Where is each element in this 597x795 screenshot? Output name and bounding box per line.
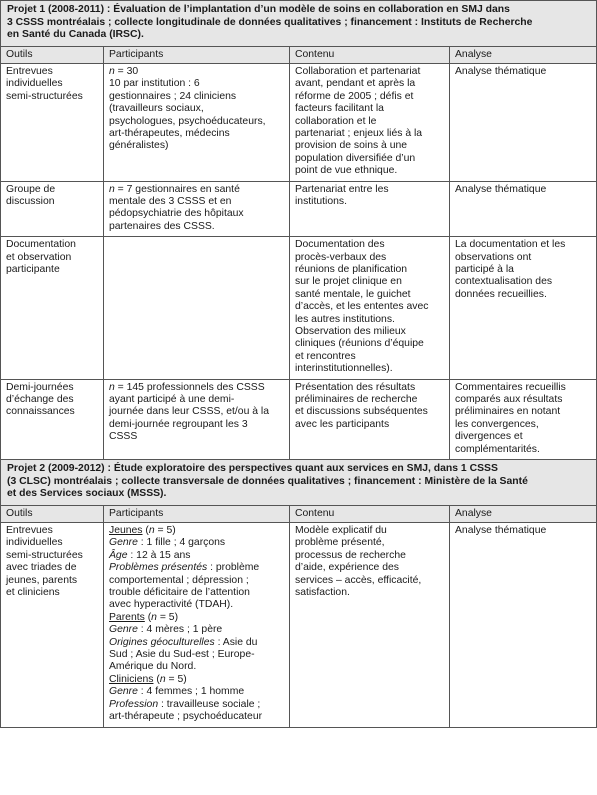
content-cell (290, 523, 450, 728)
header-participants: Participants (104, 46, 290, 63)
participants-line (109, 674, 284, 686)
participants-text: Sud ; Asie du Sud-est ; Europe- (109, 649, 255, 661)
participants-text: : travailleuse sociale ; (158, 698, 261, 710)
participants-text: = 5) (154, 525, 176, 536)
participants-line (109, 711, 284, 723)
participants-cell (104, 523, 290, 728)
participants-text: Âge (109, 549, 128, 561)
participants-text: n (109, 381, 115, 393)
analysis-line: Analyse thématique (455, 65, 547, 77)
header-analyse: Analyse (450, 505, 597, 522)
participants-line (109, 431, 284, 443)
tool-line: Demi-journées (6, 381, 74, 393)
participants-line (109, 221, 284, 233)
content-line: réforme de 2005 ; défis et (295, 90, 414, 102)
participants-text: Cliniciens (109, 673, 154, 685)
participants-text: art-thérapeute ; psychoéducateur (109, 711, 263, 723)
analysis-line: participé à la (455, 264, 514, 275)
participants-line (109, 550, 284, 562)
content-line: processus de recherche (295, 549, 406, 561)
content-line: réunions de planification (295, 264, 408, 275)
analysis-line: Analyse thématique (455, 525, 547, 536)
project-title-line: en Santé du Canada (IRSC). (7, 29, 144, 40)
participants-text: pédopsychiatrie des hôpitaux (109, 208, 244, 220)
participants-text: psychologues, psychoéducateurs, (109, 115, 266, 127)
tool-line: et cliniciens (6, 587, 60, 599)
tool-line: individuelles (6, 537, 63, 549)
participants-line (109, 91, 284, 103)
tool-line: discussion (6, 195, 55, 207)
content-line: population diversifiée d’un (295, 152, 416, 164)
content-line: problème présenté, (295, 537, 385, 549)
analysis-line: Commentaires recueillis (455, 381, 566, 393)
participants-line (109, 394, 284, 406)
content-line: Collaboration et partenariat (295, 65, 421, 77)
content-line: cliniques (réunions d’équipe (295, 338, 424, 350)
participants-text: : 4 mères ; 1 père (137, 624, 223, 636)
project-title-line: et des Services sociaux (MSSS). (7, 488, 167, 500)
participants-text: Origines géoculturelles (109, 636, 215, 648)
content-line: Documentation des (295, 239, 385, 251)
tool-line: Groupe de (6, 183, 56, 195)
content-cell (290, 379, 450, 459)
column-header-row (1, 505, 597, 522)
tool-cell (1, 523, 104, 728)
participants-line (109, 103, 284, 115)
participants-line (109, 66, 284, 78)
header-contenu: Contenu (290, 46, 450, 63)
participants-line (109, 406, 284, 418)
tool-line: Entrevues (6, 525, 53, 536)
participants-text: = 145 professionnels des CSSS (114, 381, 265, 393)
participants-text: Parents (109, 611, 145, 623)
content-line: Modèle explicatif du (295, 525, 387, 536)
content-line: institutions. (295, 195, 347, 207)
tool-cell (1, 63, 104, 181)
participants-text: = 7 gestionnaires en santé (114, 183, 240, 195)
participants-text: (travailleurs sociaux, (109, 103, 204, 115)
project-title-line: 3 CSSS montréalais ; collecte longitudinale de données qualitatives ; financement : Instituts de Recherche (7, 16, 533, 28)
tool-cell (1, 181, 104, 237)
participants-text: journée dans leur CSSS, et/ou à la (109, 406, 269, 418)
table-row (1, 379, 597, 459)
participants-line (109, 612, 284, 624)
tool-line: et observation (6, 251, 72, 263)
content-line: les autres institutions. (295, 313, 395, 325)
column-header-row (1, 46, 597, 63)
participants-line (109, 140, 284, 152)
content-line: Observation des milieux (295, 326, 406, 338)
participants-text: : 1 fille ; 4 garçons (137, 537, 226, 549)
tool-line: semi-structurées (6, 90, 83, 102)
participants-line (109, 525, 284, 537)
tool-line: semi-structurées (6, 549, 83, 561)
participants-line (109, 587, 284, 599)
participants-line (109, 624, 284, 636)
tool-line: jeunes, parents (6, 574, 78, 586)
participants-line (109, 78, 284, 90)
content-line: d’aide, expérience des (295, 562, 399, 574)
participants-line (109, 699, 284, 711)
header-analyse: Analyse (450, 46, 597, 63)
participants-text: ( (144, 611, 152, 623)
content-cell (290, 181, 450, 237)
project-title-line: Projet 1 (2008-2011) : Évaluation de l’implantation d’un modèle de soins en collaboration en SMJ dans (7, 4, 510, 15)
participants-line (109, 116, 284, 128)
participants-text: gestionnaires ; 24 cliniciens (109, 90, 237, 102)
participants-text: trouble déficitaire de l’attention (109, 587, 250, 599)
participants-text: mentale des 3 CSSS et en (109, 195, 232, 207)
participants-text: n (109, 183, 115, 195)
tool-line: d’échange des (6, 394, 74, 406)
content-cell (290, 237, 450, 379)
participants-text: ( (142, 525, 149, 536)
participants-line (109, 637, 284, 649)
tool-line: avec triades de (6, 562, 77, 574)
analysis-cell (450, 379, 597, 459)
content-line: et discussions subséquentes (295, 406, 428, 418)
participants-cell (104, 237, 290, 379)
participants-text: avec hyperactivité (TDAH). (109, 599, 234, 611)
participants-text: 10 par institution : 6 (109, 78, 200, 90)
content-line: avant, pendant et après la (295, 78, 416, 90)
analysis-cell (450, 181, 597, 237)
participants-text: n (148, 525, 155, 536)
content-line: facteurs facilitant la (295, 103, 384, 115)
project-header-row (1, 1, 597, 47)
participants-text: Genre (109, 686, 138, 698)
tool-line: individuelles (6, 78, 63, 90)
tool-cell (1, 379, 104, 459)
tool-line: Entrevues (6, 65, 53, 77)
participants-line (109, 184, 284, 196)
analysis-line: contextualisation des (455, 276, 553, 288)
participants-text: = 5) (165, 673, 187, 685)
analysis-line: divergences et (455, 431, 523, 443)
project-title-line: (3 CLSC) montréalais ; collecte transversale de données qualitatives ; financement : Ministère de la Santé (7, 475, 528, 487)
participants-text: Genre (109, 624, 138, 636)
participants-line (109, 419, 284, 431)
content-line: Présentation des résultats (295, 381, 416, 393)
header-contenu: Contenu (290, 505, 450, 522)
tool-line: participante (6, 264, 60, 275)
content-line: avec les participants (295, 418, 390, 430)
participants-line (109, 599, 284, 611)
participants-line (109, 661, 284, 673)
project-title-line: Projet 2 (2009-2012) : Étude exploratoire des perspectives quant aux services en SMJ, dans 1 CSSS (7, 463, 498, 475)
participants-text: = 30 (114, 65, 139, 77)
participants-text: Genre (109, 537, 138, 549)
participants-text: art-thérapeutes, médecins (109, 127, 230, 139)
content-line: et rencontres (295, 350, 356, 362)
participants-line (109, 196, 284, 208)
analysis-cell (450, 63, 597, 181)
participants-cell (104, 379, 290, 459)
participants-text: comportemental ; dépression ; (109, 574, 249, 586)
participants-text: CSSS (109, 431, 138, 443)
content-line: Partenariat entre les (295, 183, 389, 195)
content-line: partenariat ; enjeux liés à la (295, 127, 423, 139)
participants-text: ( (153, 673, 160, 685)
participants-text: : 4 femmes ; 1 homme (137, 686, 245, 698)
participants-cell (104, 63, 290, 181)
analysis-line: complémentarités. (455, 443, 540, 455)
analysis-cell (450, 523, 597, 728)
table-row (1, 523, 597, 728)
participants-text: : problème (207, 562, 260, 574)
content-line: interinstitutionnelles). (295, 363, 393, 375)
analysis-line: observations ont (455, 251, 532, 263)
content-line: santé mentale, le guichet (295, 288, 411, 300)
project-header-row (1, 460, 597, 506)
participants-text: : Asie du (214, 636, 258, 648)
participants-text: Profession (109, 698, 159, 710)
participants-text: ayant participé à une demi- (109, 394, 235, 406)
participants-text: Amérique du Nord. (109, 661, 197, 673)
participants-line (109, 562, 284, 574)
project-title (1, 1, 597, 47)
participants-line (109, 649, 284, 661)
participants-line (109, 537, 284, 549)
content-line: services – accès, efficacité, (295, 574, 422, 586)
analysis-cell (450, 237, 597, 379)
participants-text: n (151, 611, 157, 623)
content-cell (290, 63, 450, 181)
header-outils: Outils (1, 46, 104, 63)
content-line: préliminaires de recherche (295, 394, 418, 406)
participants-text: n (159, 673, 166, 685)
participants-text: partenaires des CSSS. (109, 220, 215, 232)
participants-cell (104, 181, 290, 237)
participants-line (109, 382, 284, 394)
tool-cell (1, 237, 104, 379)
analysis-line: Analyse thématique (455, 183, 547, 195)
participants-text: = 5) (156, 611, 179, 623)
header-participants: Participants (104, 505, 290, 522)
participants-line (109, 686, 284, 698)
tool-line: Documentation (6, 239, 76, 251)
content-line: satisfaction. (295, 587, 350, 599)
table-row (1, 181, 597, 237)
participants-text: Jeunes (109, 525, 143, 536)
participants-line (109, 208, 284, 220)
content-line: point de vue ethnique. (295, 165, 398, 177)
header-outils: Outils (1, 505, 104, 522)
tool-line: connaissances (6, 406, 75, 418)
content-line: d’accès, et les ententes avec (295, 301, 429, 313)
table-row (1, 63, 597, 181)
content-line: collaboration et le (295, 115, 377, 127)
participants-text: généralistes) (109, 140, 169, 152)
participants-text: n (109, 65, 115, 77)
participants-text: Problèmes présentés (109, 562, 208, 574)
content-line: provision de soins à une (295, 140, 408, 152)
content-line: sur le projet clinique en (295, 276, 402, 288)
analysis-line: les convergences, (455, 418, 539, 430)
participants-line (109, 128, 284, 140)
participants-text: demi-journée regroupant les 3 (109, 418, 248, 430)
table-row (1, 237, 597, 379)
participants-text: : 12 à 15 ans (127, 549, 191, 561)
content-line: procès-verbaux des (295, 251, 387, 263)
analysis-line: comparés aux résultats (455, 394, 563, 406)
project-title (1, 460, 597, 506)
participants-line (109, 575, 284, 587)
analysis-line: préliminaires en notant (455, 406, 561, 418)
analysis-line: données recueillies. (455, 288, 547, 300)
analysis-line: La documentation et les (455, 239, 566, 251)
